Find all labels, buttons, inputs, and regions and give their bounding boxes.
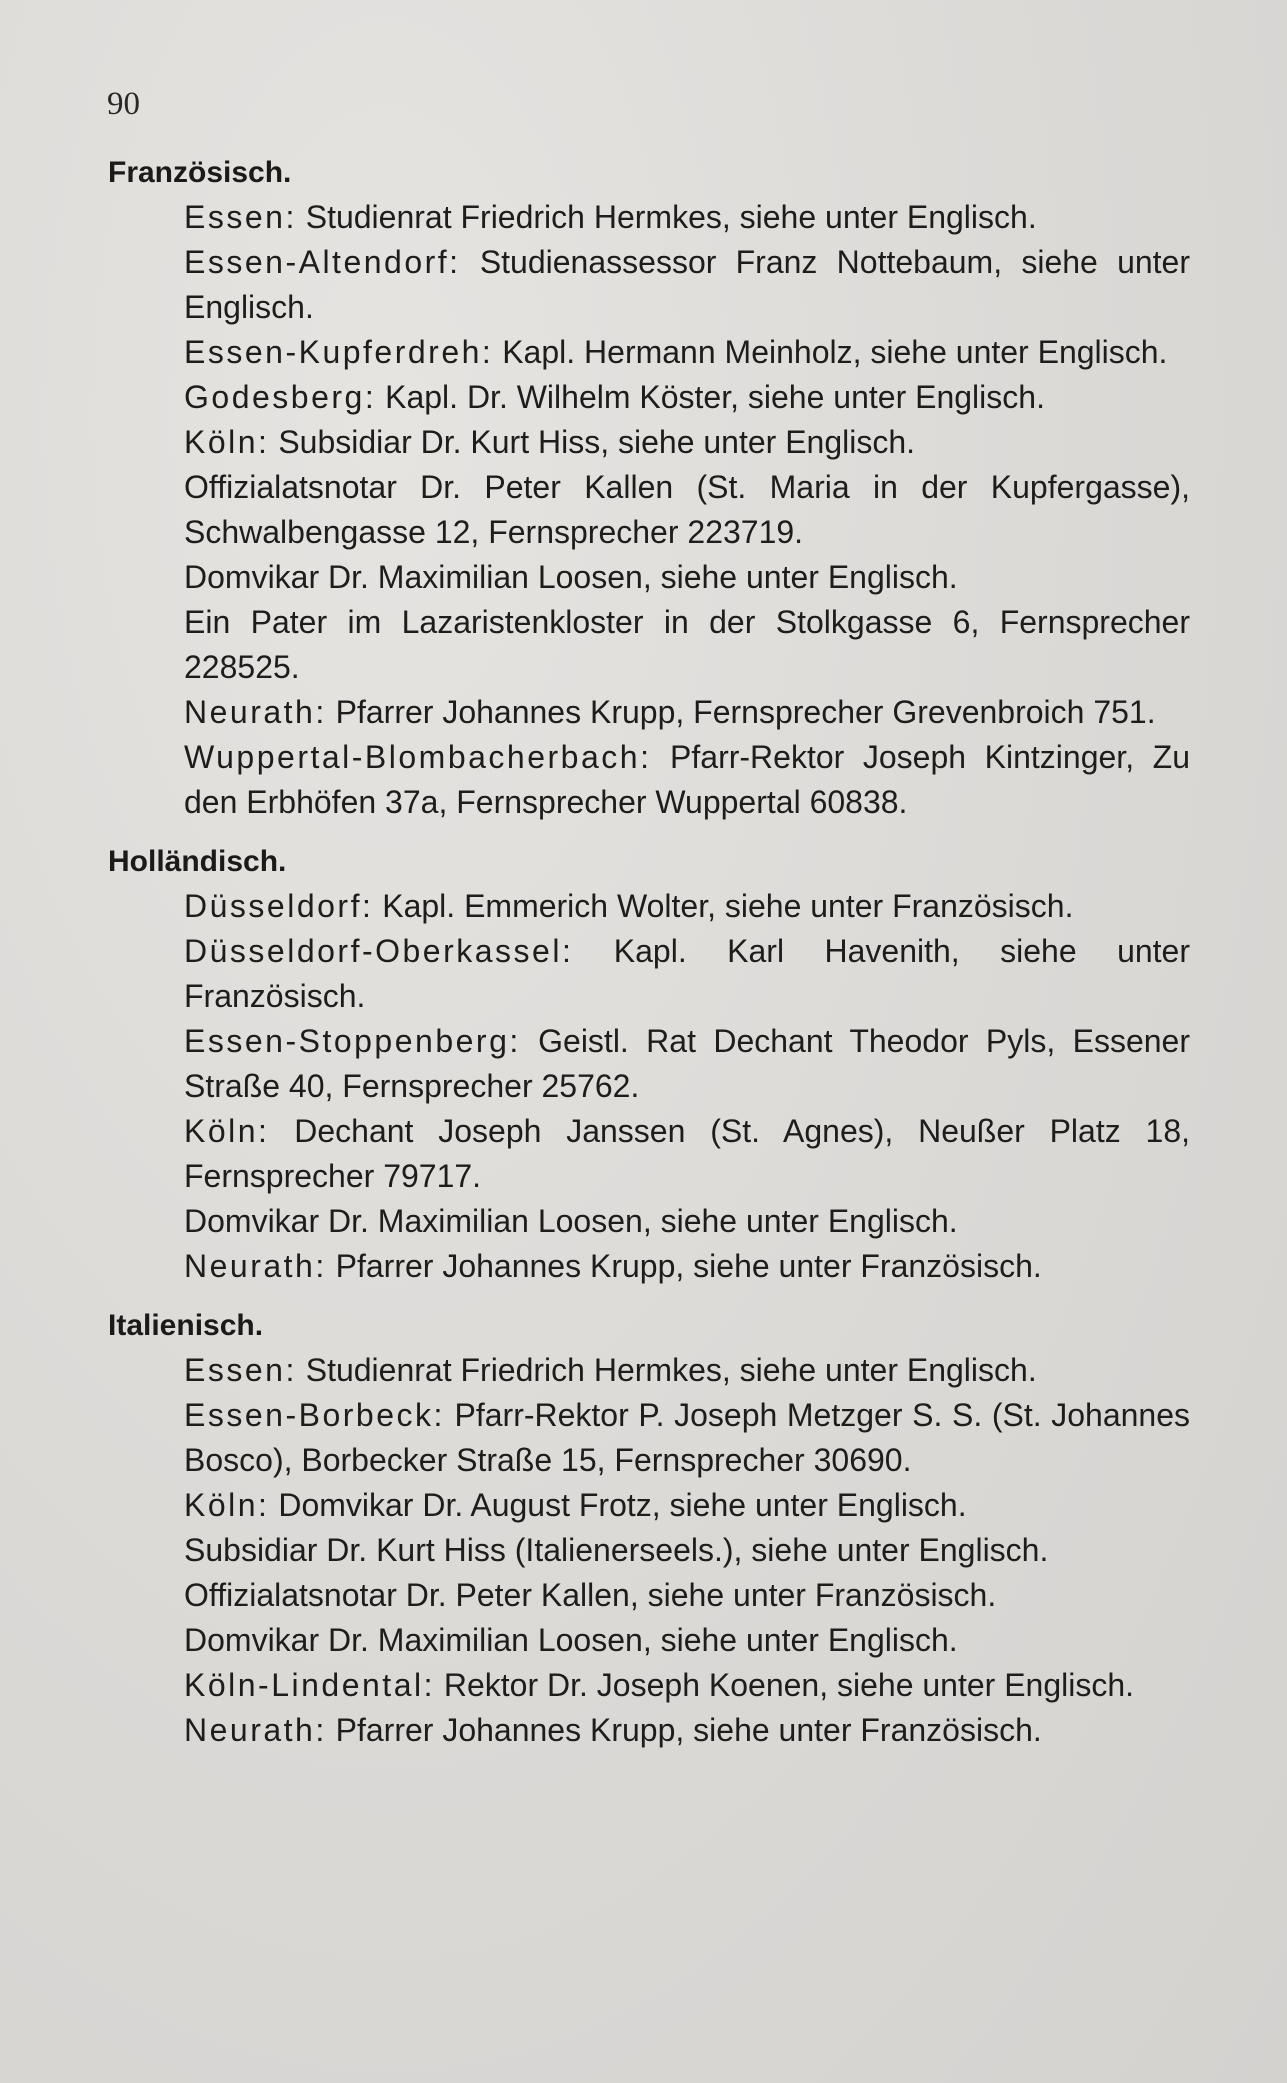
entry-text: Kapl. Emmerich Wolter, siehe unter Französisch. — [382, 888, 1074, 924]
entry-text: Rektor Dr. Joseph Koenen, siehe unter Englisch. — [443, 1667, 1135, 1703]
place-name: Essen: — [184, 1352, 297, 1388]
entry-text: Domvikar Dr. Maximilian Loosen, siehe unter Englisch. — [184, 559, 958, 595]
entry — [184, 1348, 1190, 1393]
entry-text: Pfarrer Johannes Krupp, siehe unter Französisch. — [335, 1712, 1042, 1748]
entry-text: Domvikar Dr. Maximilian Loosen, siehe unter Englisch. — [184, 1622, 958, 1658]
section-title: Italienisch. — [108, 1309, 264, 1342]
section-title: Holländisch. — [108, 845, 287, 878]
place-name: Neurath: — [184, 1712, 327, 1748]
entry — [184, 240, 1190, 330]
entry-text: Ein Pater im Lazaristenkloster in der Stolkgasse 6, Fernsprecher 228525. — [184, 604, 1190, 685]
entry — [184, 1528, 1190, 1573]
entry — [184, 1199, 1190, 1244]
entry-text: Domvikar Dr. Maximilian Loosen, siehe unter Englisch. — [184, 1203, 958, 1239]
entry-text: Studienrat Friedrich Hermkes, siehe unter Englisch. — [305, 1352, 1037, 1388]
entry — [184, 555, 1190, 600]
entry — [184, 929, 1190, 1019]
section-hollaendisch — [108, 839, 1190, 1289]
place-name: Essen: — [184, 199, 297, 235]
entry-text: Kapl. Dr. Wilhelm Köster, siehe unter Englisch. — [385, 379, 1045, 415]
place-name: Essen-Altendorf: — [184, 244, 461, 280]
place-name: Essen-Kupferdreh: — [184, 334, 494, 370]
place-name: Köln: — [184, 424, 270, 460]
entry — [184, 1109, 1190, 1199]
place-name: Godesberg: — [184, 379, 377, 415]
entry — [184, 330, 1190, 375]
entry-text: Offizialatsnotar Dr. Peter Kallen, siehe unter Französisch. — [184, 1577, 997, 1613]
entry — [184, 690, 1190, 735]
entry — [184, 1663, 1190, 1708]
place-name: Düsseldorf-Oberkassel: — [184, 933, 574, 969]
entry — [184, 195, 1190, 240]
place-name: Wuppertal-Blombacherbach: — [184, 739, 652, 775]
entry — [184, 884, 1190, 929]
entry — [184, 600, 1190, 690]
entry-text: Studienrat Friedrich Hermkes, siehe unter Englisch. — [305, 199, 1037, 235]
entry-text: Kapl. Hermann Meinholz, siehe unter Englisch. — [502, 334, 1168, 370]
entry-text: Offizialatsnotar Dr. Peter Kallen (St. Maria in der Kupfergasse), Schwalbengasse 12, Fernsprecher 223719. — [184, 469, 1190, 550]
entry-text: Geistl. Rat Dechant Theodor Pyls, Essener Straße 40, Fernsprecher 25762. — [184, 1023, 1191, 1104]
entry-text: Pfarr-Rektor Joseph Kintzinger, Zu den Erbhöfen 37a, Fernsprecher Wuppertal 60838. — [184, 739, 1191, 820]
place-name: Köln: — [184, 1487, 270, 1523]
entry — [184, 1244, 1190, 1289]
place-name: Köln-Lindental: — [184, 1667, 435, 1703]
entry-text: Pfarrer Johannes Krupp, siehe unter Französisch. — [335, 1248, 1042, 1284]
place-name: Essen-Borbeck: — [184, 1397, 445, 1433]
place-name: Köln: — [184, 1113, 270, 1149]
section-title: Französisch. — [108, 156, 292, 189]
place-name: Neurath: — [184, 1248, 327, 1284]
entry-text: Dechant Joseph Janssen (St. Agnes), Neußer Platz 18, Fernsprecher 79717. — [184, 1113, 1190, 1194]
entry — [184, 1393, 1190, 1483]
place-name: Essen-Stoppenberg: — [184, 1023, 521, 1059]
entry-text: Subsidiar Dr. Kurt Hiss, siehe unter Englisch. — [278, 424, 916, 460]
page-number: 90 — [107, 86, 140, 122]
entry — [184, 1483, 1190, 1528]
section-italienisch — [108, 1303, 1190, 1753]
entry — [184, 735, 1190, 825]
entry — [184, 375, 1190, 420]
page-content — [108, 150, 1190, 1767]
entry-text: Studienassessor Franz Nottebaum, siehe unter Englisch. — [184, 244, 1191, 325]
section-franzoesisch — [108, 150, 1190, 825]
entry — [184, 465, 1190, 555]
entry-text: Kapl. Karl Havenith, siehe unter Französisch. — [184, 933, 1190, 1014]
entry — [184, 1708, 1190, 1753]
place-name: Neurath: — [184, 694, 327, 730]
entry-text: Domvikar Dr. August Frotz, siehe unter Englisch. — [278, 1487, 967, 1523]
entry — [184, 1573, 1190, 1618]
entry-text: Pfarrer Johannes Krupp, Fernsprecher Grevenbroich 751. — [335, 694, 1156, 730]
entry — [184, 1618, 1190, 1663]
entry — [184, 420, 1190, 465]
entry — [184, 1019, 1190, 1109]
entry-text: Subsidiar Dr. Kurt Hiss (Italienerseels.), siehe unter Englisch. — [184, 1532, 1049, 1568]
place-name: Düsseldorf: — [184, 888, 374, 924]
entry-text: Pfarr-Rektor P. Joseph Metzger S. S. (St. Johannes Bosco), Borbecker Straße 15, Fernsprecher 30690. — [184, 1397, 1191, 1478]
